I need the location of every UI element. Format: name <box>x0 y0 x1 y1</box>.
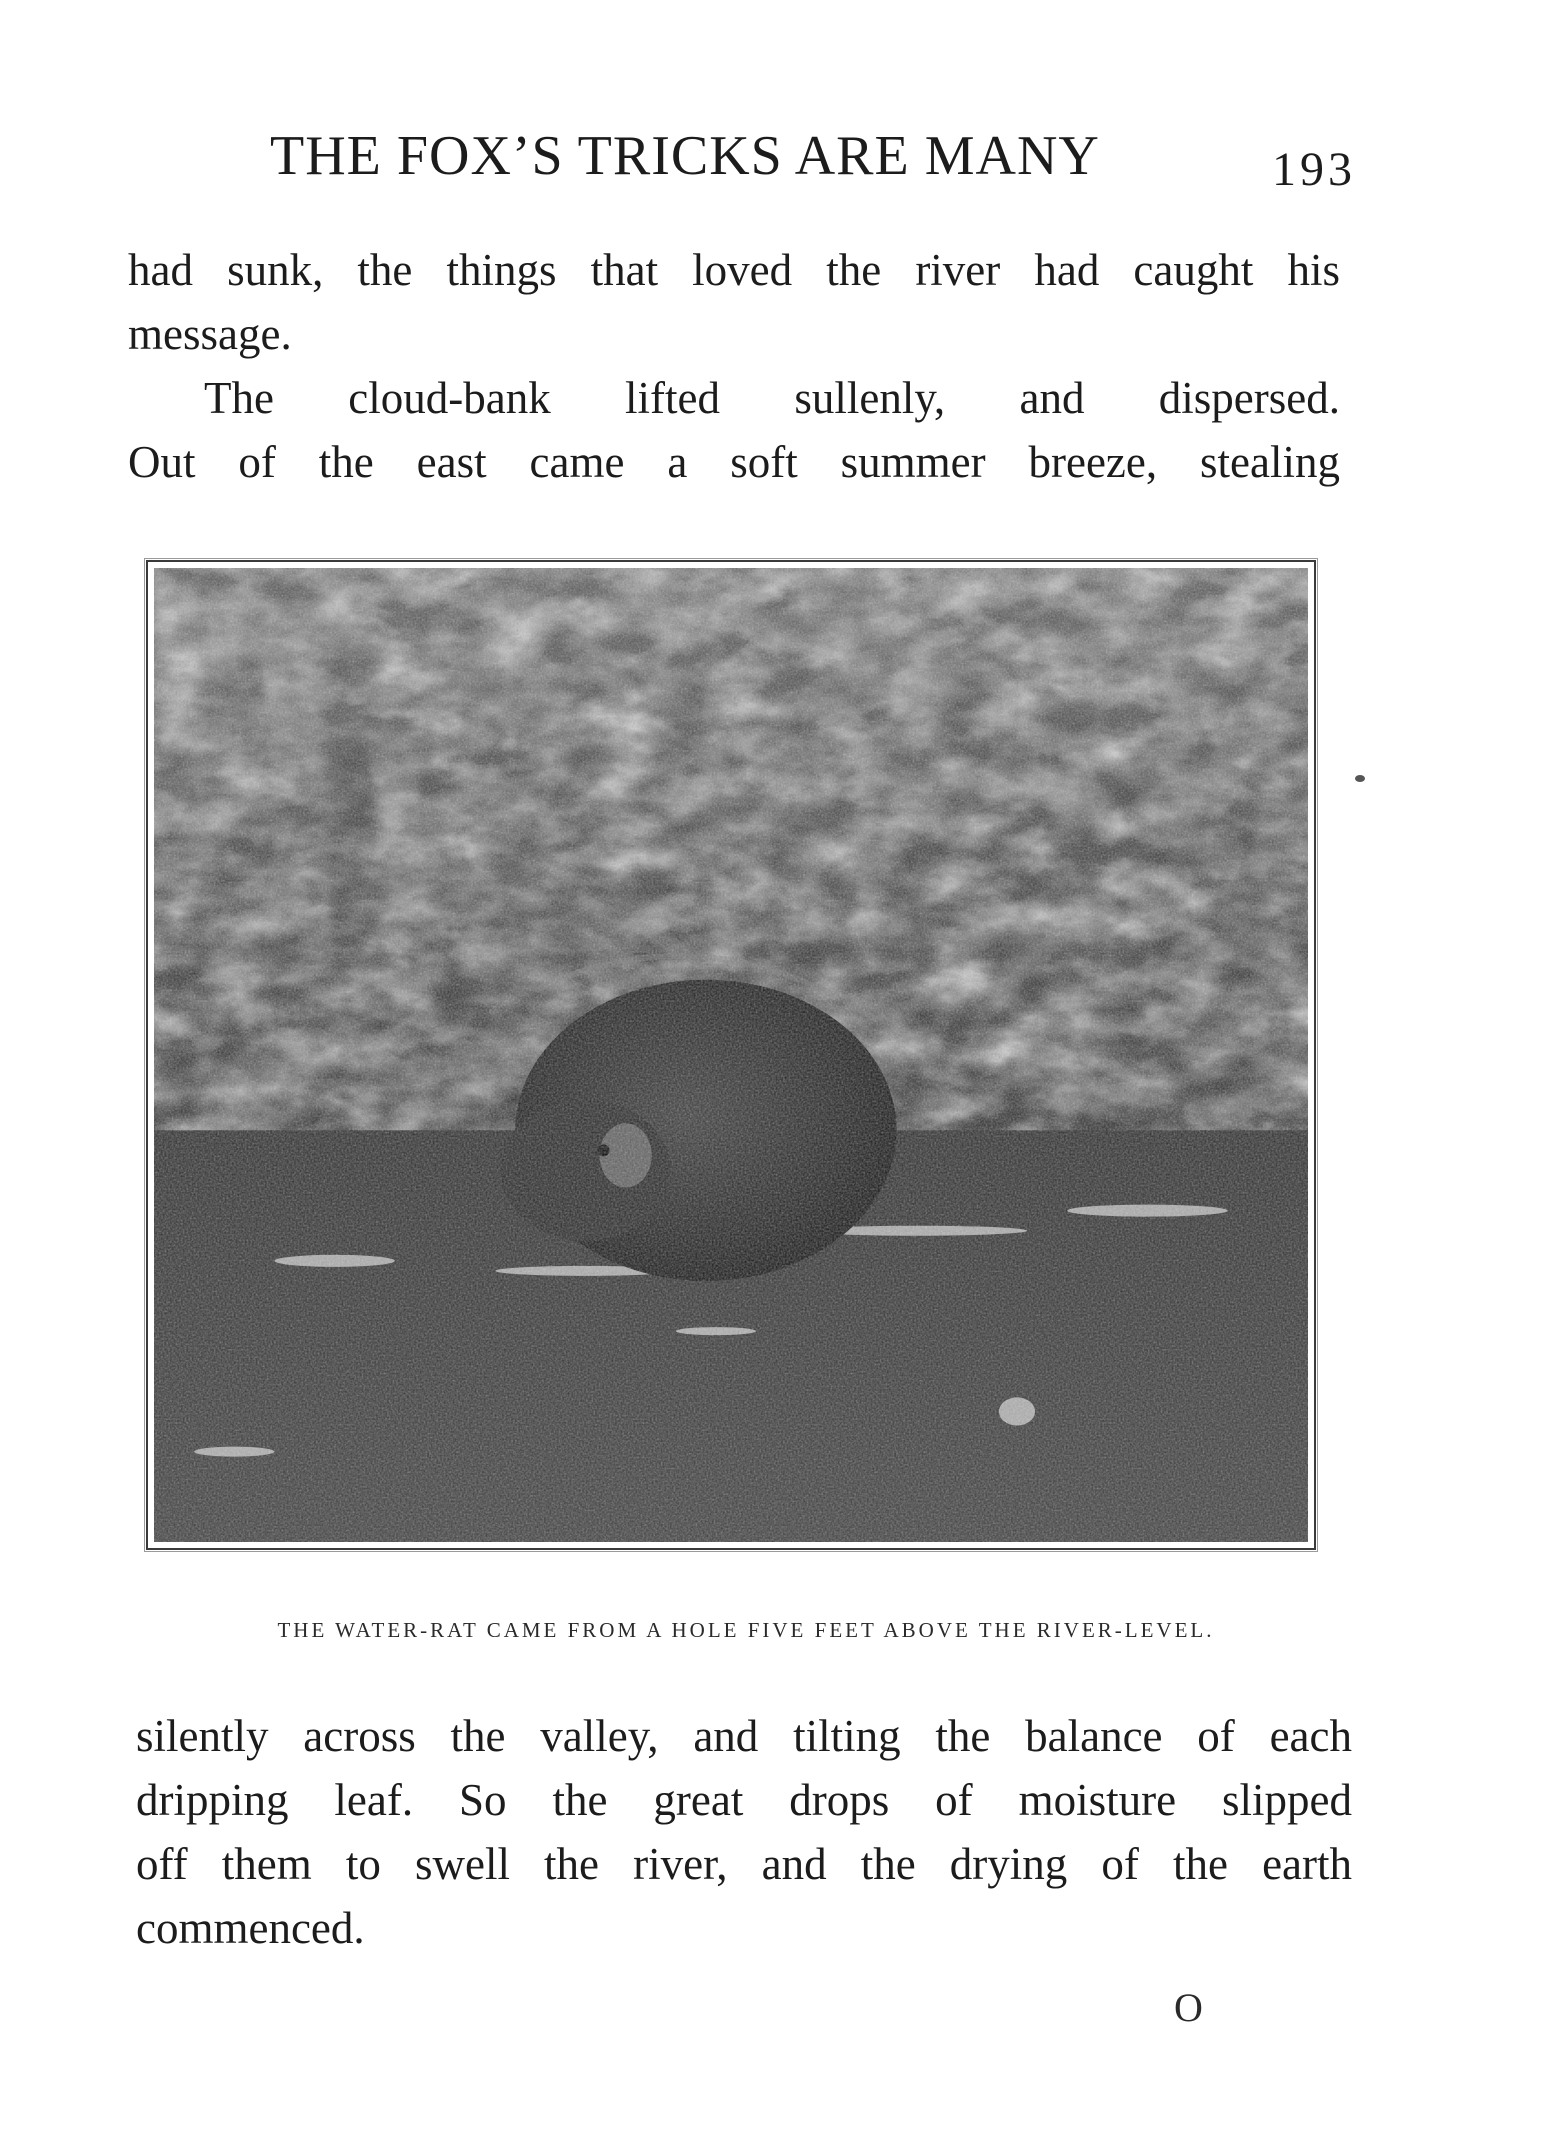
figure-caption: THE WATER-RAT CAME FROM A HOLE FIVE FEET ABOVE THE RIVER-LEVEL. <box>277 1618 1215 1642</box>
paragraph-silently <box>136 1704 1352 1960</box>
text-line: off them to swell the river, and the drying of the earth <box>136 1839 1352 1889</box>
text-line: The cloud-bank lifted sullenly, and dispersed. <box>204 373 1340 423</box>
paragraph-continuation <box>128 238 1340 366</box>
running-head: THE FOX’S TRICKS ARE MANY <box>270 125 1100 187</box>
text-line: Out of the east came a soft summer breeze, stealing <box>128 437 1340 487</box>
text-line: silently across the valley, and tilting the balance of each <box>136 1711 1352 1761</box>
print-speck <box>1355 775 1365 782</box>
text-line: message. <box>128 309 292 359</box>
paragraph-cloud-bank <box>128 366 1340 494</box>
photo-plate <box>146 560 1316 1550</box>
signature-mark: O <box>1174 1985 1203 2030</box>
text-line: had sunk, the things that loved the river had caught his <box>128 245 1340 295</box>
water-rat-photograph <box>154 568 1308 1542</box>
page-number: 193 <box>1272 143 1356 196</box>
text-line: dripping leaf. So the great drops of moisture slipped <box>136 1775 1352 1825</box>
text-line: commenced. <box>136 1903 365 1953</box>
